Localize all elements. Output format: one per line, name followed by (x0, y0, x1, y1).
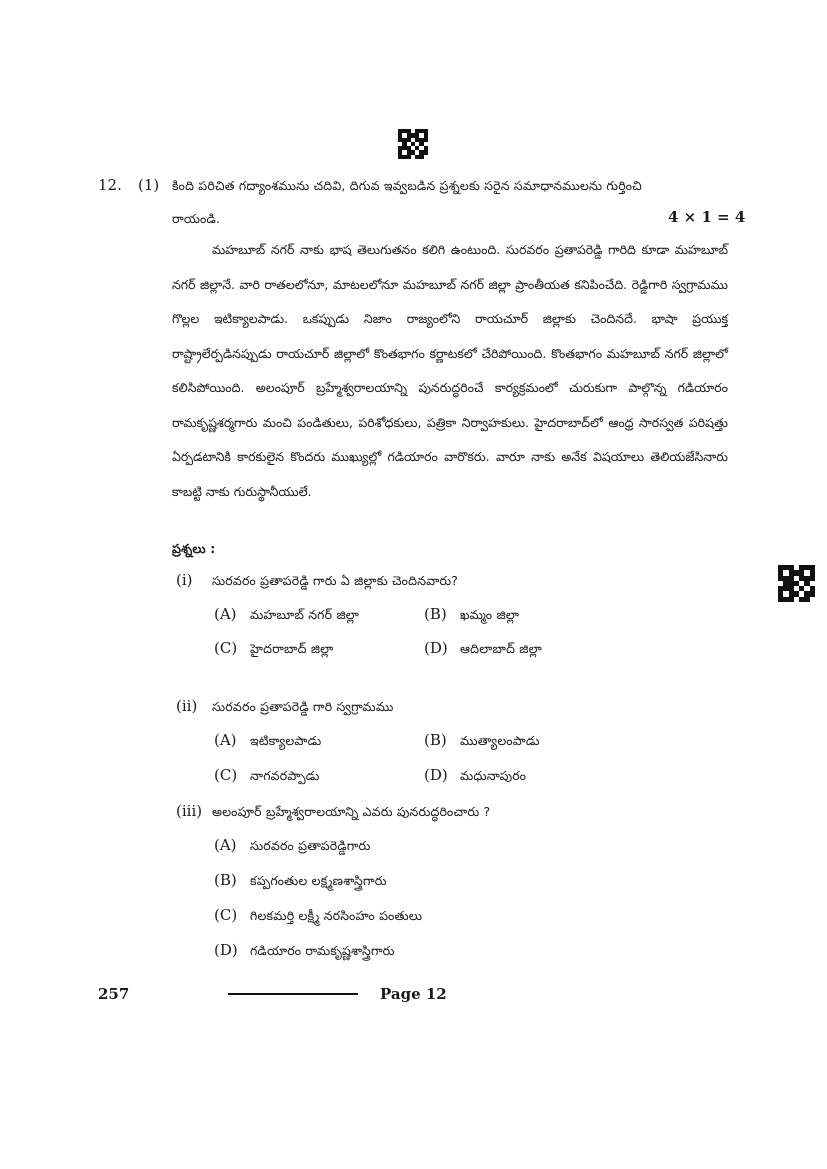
exam-code: 257 (98, 985, 130, 1003)
option-text: ముత్యాలంపాడు (460, 733, 540, 748)
instruction-line-2: రాయండి. (172, 211, 221, 226)
option-text: గిలకమర్తి లక్ష్మీ నరసింహం పంతులు (250, 908, 423, 923)
option-text: ఖమ్మం జిల్లా (460, 607, 520, 622)
qr-code-side (778, 565, 815, 602)
option-text: ఆదిలాబాద్ జిల్లా (460, 641, 542, 656)
questions-heading: ప్రశ్నలు : (172, 541, 216, 556)
subquestion-number: (ii) (176, 697, 198, 715)
option-text: సురవరం ప్రతాపరెడ్డిగారు (250, 838, 371, 853)
option-text: మధునాపురం (460, 768, 527, 783)
subquestion-number: (i) (176, 571, 193, 589)
question-number: 12. (98, 176, 122, 194)
subquestion-number: (iii) (176, 802, 203, 820)
option-text: హైదరాబాద్ జిల్లా (250, 641, 334, 656)
option-label: (A) (214, 731, 237, 749)
option-label: (B) (424, 731, 447, 749)
subquestion-text: సురవరం ప్రతాపరెడ్డి గారి స్వగ్రామము (212, 699, 394, 714)
option-label: (D) (424, 639, 448, 657)
marks-label: 4 × 1 = 4 (668, 208, 746, 226)
question-part: (1) (138, 176, 160, 194)
option-label: (B) (214, 871, 237, 889)
qr-code-top (398, 129, 428, 159)
instruction-line-1: కింది పరిచిత గద్యాంశమును చదివి, దిగువ ఇవ్వబడిన ప్రశ్నలకు సరైన సమాధానములను గుర్తించి (172, 178, 642, 193)
option-label: (B) (424, 605, 447, 623)
option-text: మహబూబ్ నగర్ జిల్లా (250, 607, 360, 622)
option-label: (A) (214, 605, 237, 623)
passage: మహబూబ్ నగర్ నాకు భాష తెలుగుతనం కలిగి ఉంటుంది. సురవరం ప్రతాపరెడ్డి గారిది కూడా మహబూబ్ నగర్ జిల్లానే. వారి రాతలలోనూ, మాటలలోనూ మహబూబ్ నగర్ జిల్లా ప్రాంతీయత కనిపించేది. రెడ్డిగారి స్వగ్రామము గొల్లల ఇటిక్యాలపాడు. ఒకప్పుడు నిజాం రాజ్యంలోని రాయచూర్ జిల్లాకు చెందినదే. భాషా ప్రయుక్త రాష్ట్రాలేర్పడినప్పుడు రాయచూర్ జిల్లాలో కొంతభాగం కర్ణాటకలో చేరిపోయింది. కొంతభాగం మహబూబ్ నగర్ జిల్లాలో కలిసిపోయింది. అలంపూర్ బ్రహ్మేశ్వరాలయాన్ని పునరుద్ధరించే కార్యక్రమంలో చురుకుగా పాల్గొన్న గడియారం రామకృష్ణశర్మగారు మంచి పండితులు, పరిశోధకులు, పత్రికా నిర్వాహకులు. హైదరాబాద్‌లో ఆంధ్ర సారస్వత పరిషత్తు ఏర్పడటానికి కారకులైన కొందరు ముఖ్యుల్లో గడియారం వారొకరు. వారూ నాకు అనేక విషయాలు తెలియజేసినారు కాబట్టి నాకు గురుస్థానీయులే. (172, 242, 728, 499)
option-label: (C) (214, 906, 238, 924)
option-label: (D) (424, 766, 448, 784)
page-number: Page 12 (380, 985, 447, 1003)
option-label: (C) (214, 639, 238, 657)
subquestion-text: అలంపూర్ బ్రహ్మేశ్వరాలయాన్ని ఎవరు పునరుద్ధరించారు ? (212, 804, 491, 819)
footer-rule (228, 993, 358, 995)
option-label: (A) (214, 836, 237, 854)
option-text: ఇటిక్యాలపాడు (250, 733, 322, 748)
subquestion-text: సురవరం ప్రతాపరెడ్డి గారు ఏ జిల్లాకు చెందినవారు? (212, 573, 459, 588)
option-label: (C) (214, 766, 238, 784)
option-label: (D) (214, 941, 238, 959)
option-text: కప్పగంతుల లక్ష్మణశాస్త్రిగారు (250, 873, 387, 888)
option-text: నాగవరప్పాడు (250, 768, 320, 783)
option-text: గడియారం రామకృష్ణశాస్త్రిగారు (250, 943, 395, 958)
